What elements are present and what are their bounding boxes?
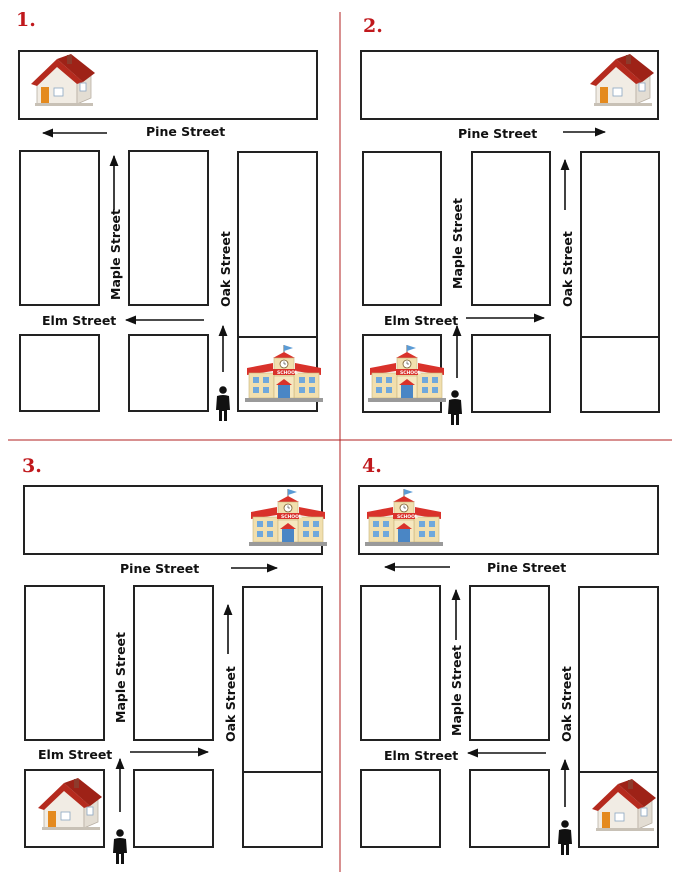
elm-street-label: Elm Street [384, 748, 459, 763]
pine-street-label: Pine Street [120, 561, 200, 576]
city-block [470, 770, 549, 847]
panel-1 [16, 9, 323, 421]
person-icon [448, 390, 462, 425]
oak-street-label: Oak Street [218, 231, 233, 307]
elm-street-label: Elm Street [38, 747, 113, 762]
oak-street-label: Oak Street [560, 231, 575, 307]
pine-street-label: Pine Street [458, 126, 538, 141]
city-block [25, 586, 104, 740]
panel-number: 1. [16, 9, 36, 31]
panel-number: 3. [22, 455, 42, 477]
maple-street-label: Maple Street [450, 197, 465, 289]
maple-street-label: Maple Street [449, 644, 464, 736]
school-sign: SCHOOL [277, 371, 298, 376]
person-icon [558, 820, 572, 855]
city-block [243, 587, 322, 772]
person-icon [113, 829, 127, 864]
pine-street-label: Pine Street [487, 560, 567, 575]
city-block [581, 152, 659, 337]
oak-street-label: Oak Street [559, 666, 574, 742]
elm-street-label: Elm Street [42, 313, 117, 328]
city-block [472, 335, 550, 412]
city-block [134, 586, 213, 740]
city-block [363, 152, 441, 305]
city-block [361, 586, 440, 740]
panel-number: 2. [363, 15, 383, 37]
city-block [472, 152, 550, 305]
city-block [361, 770, 440, 847]
maple-street-label: Maple Street [113, 631, 128, 723]
city-block [470, 586, 549, 740]
city-block [129, 151, 208, 305]
school-sign: SCHOOL [397, 515, 418, 520]
panel-2 [361, 15, 659, 425]
pine-street-label: Pine Street [146, 124, 226, 139]
school-sign: SCHOOL [400, 371, 421, 376]
city-block [20, 151, 99, 305]
elm-street-label: Elm Street [384, 313, 459, 328]
panel-4 [359, 455, 658, 855]
city-block [129, 335, 208, 411]
city-block [581, 337, 659, 412]
oak-street-label: Oak Street [223, 666, 238, 742]
city-block [20, 335, 99, 411]
person-icon [216, 386, 230, 421]
school-sign: SCHOOL [281, 515, 302, 520]
city-block [238, 152, 317, 337]
panel-number: 4. [362, 455, 382, 477]
maple-street-label: Maple Street [108, 208, 123, 300]
city-block [579, 587, 658, 772]
panel-3 [22, 455, 327, 864]
city-block [134, 770, 213, 847]
city-block [243, 772, 322, 847]
